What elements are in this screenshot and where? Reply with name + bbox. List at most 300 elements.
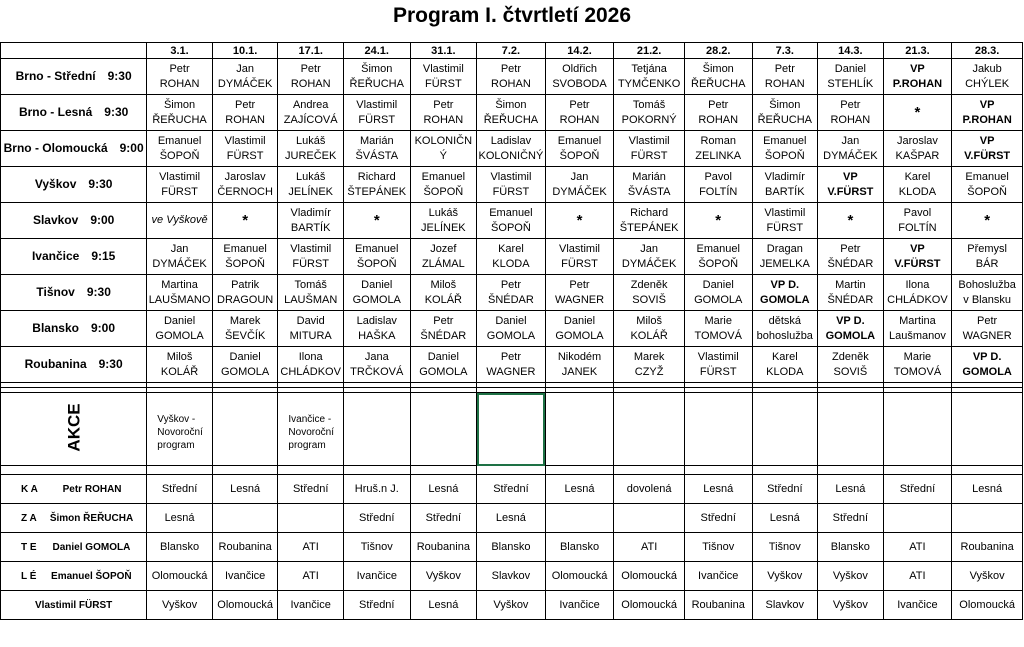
schedule-cell[interactable] [684,59,752,95]
schedule-cell[interactable] [684,95,752,131]
schedule-cell[interactable] [545,95,614,131]
schedule-cell[interactable] [343,167,410,203]
preacher-first-name: Lukáš [296,134,326,147]
preacher-surname: ŠOPOŇ [225,257,265,270]
schedule-cell[interactable] [343,275,410,311]
schedule-cell[interactable] [545,131,614,167]
schedule-cell[interactable] [684,167,752,203]
location-label[interactable] [1,95,147,131]
preacher-first-name: Emanuel [763,134,807,147]
schedule-cell[interactable] [278,275,344,311]
schedule-cell[interactable] [883,59,952,95]
preacher-location-cell[interactable]: Tišnov [343,533,410,562]
date-header[interactable]: 3.1. [147,43,213,59]
schedule-cell[interactable] [212,239,278,275]
schedule-cell[interactable] [883,275,952,311]
preacher-surname: FÜRST [358,113,396,126]
preacher-location-cell[interactable]: Střední [818,504,884,533]
preacher-location-cell[interactable]: Roubanina [410,533,477,562]
schedule-cell[interactable] [477,59,546,95]
preacher-location-cell[interactable]: Vyškov [752,562,818,591]
preacher-surname: JUREČEK [285,149,337,162]
schedule-cell[interactable] [684,203,752,239]
preacher-surname: DRAGOUN [217,293,274,306]
schedule-cell[interactable] [818,131,884,167]
schedule-cell[interactable] [410,311,477,347]
preacher-first-name: Petr [500,350,522,363]
schedule-cell[interactable] [818,311,884,347]
preacher-location-cell[interactable]: Vyškov [410,562,477,591]
akce-cell[interactable] [818,393,884,466]
preacher-location-cell[interactable]: Hruš.n J. [343,475,410,504]
schedule-cell[interactable] [343,131,410,167]
schedule-cell[interactable] [343,347,410,383]
schedule-cell[interactable] [212,59,278,95]
schedule-cell[interactable] [147,275,213,311]
preacher-location-cell[interactable]: Střední [477,475,546,504]
preacher-location-cell[interactable] [278,504,344,533]
schedule-cell[interactable] [883,203,952,239]
schedule-cell[interactable] [952,203,1023,239]
schedule-cell[interactable] [147,95,213,131]
preacher-surname: KLODA [898,185,937,198]
preacher-location-cell[interactable]: Lesná [410,475,477,504]
preacher-location-cell[interactable]: Slavkov [752,591,818,620]
akce-cell[interactable] [477,393,546,466]
preacher-location-cell[interactable]: Tišnov [684,533,752,562]
preacher-first-name: Petr [774,62,795,75]
preacher-surname: ROHAN [491,77,531,90]
location-label[interactable] [1,131,147,167]
date-header[interactable]: 14.2. [545,43,614,59]
preacher-location-cell[interactable]: Ivančice [212,562,278,591]
schedule-cell[interactable] [818,95,884,131]
preacher-location-cell[interactable]: ATI [278,533,344,562]
schedule-cell[interactable] [477,311,546,347]
date-header[interactable]: 28.2. [684,43,752,59]
schedule-cell[interactable] [477,167,546,203]
preacher-surname: TOMOVÁ [694,329,742,342]
preacher-location-cell[interactable]: Olomoucká [147,562,213,591]
date-header[interactable]: 10.1. [212,43,278,59]
location-time: 9:30 [104,105,129,119]
spacer-cell[interactable] [545,466,614,475]
preacher-location-cell[interactable] [614,504,685,533]
preacher-location-cell[interactable]: Střední [684,504,752,533]
schedule-cell[interactable] [477,275,546,311]
schedule-cell[interactable] [883,131,952,167]
schedule-cell[interactable] [147,239,213,275]
akce-cell[interactable] [278,393,344,466]
schedule-cell[interactable] [545,347,614,383]
schedule-cell[interactable] [684,347,752,383]
preacher-location-cell[interactable]: Vyškov [818,562,884,591]
schedule-cell[interactable] [343,203,410,239]
schedule-cell[interactable] [410,131,477,167]
schedule-cell[interactable] [212,203,278,239]
schedule-cell[interactable] [952,59,1023,95]
preacher-location-cell[interactable]: Blansko [545,533,614,562]
spacer-cell[interactable] [410,466,477,475]
preacher-location-cell[interactable]: Ivančice [684,562,752,591]
spacer-cell[interactable] [477,466,546,475]
preacher-first-name: VP [843,170,858,183]
preacher-first-name: VP D. [836,314,865,327]
preacher-location-cell[interactable]: Olomoucká [614,591,685,620]
schedule-cell[interactable] [343,239,410,275]
preacher-first-name: Ilona [905,278,930,291]
preacher-surname: FOLTÍN [699,185,738,198]
schedule-cell[interactable] [818,275,884,311]
preacher-location-cell[interactable] [212,504,278,533]
schedule-cell[interactable] [883,167,952,203]
preacher-location-cell[interactable]: Roubanina [952,533,1023,562]
schedule-cell[interactable] [278,347,344,383]
schedule-cell[interactable] [952,347,1023,383]
schedule-cell[interactable] [212,95,278,131]
preacher-first-name: Martina [899,314,936,327]
kazatele-letters: L É [21,570,37,582]
spacer-cell[interactable] [614,466,685,475]
schedule-cell[interactable] [818,203,884,239]
preacher-location-cell[interactable]: Olomoucká [952,591,1023,620]
preacher-surname: V.FÜRST [894,257,941,270]
location-label[interactable] [1,311,147,347]
schedule-cell[interactable] [477,203,546,239]
preacher-surname: JANEK [561,365,598,378]
akce-cell[interactable] [545,393,614,466]
preacher-location-cell[interactable]: ATI [278,562,344,591]
date-header[interactable]: 24.1. [343,43,410,59]
preacher-surname: WAGNER [486,365,536,378]
preacher-location-cell[interactable]: Vyškov [477,591,546,620]
schedule-cell[interactable] [212,131,278,167]
schedule-cell[interactable] [147,311,213,347]
schedule-cell[interactable] [614,167,685,203]
spacer-cell[interactable] [343,466,410,475]
preacher-surname: ŠOPOŇ [698,257,739,270]
date-header[interactable]: 7.3. [752,43,818,59]
preacher-location-cell[interactable]: Roubanina [684,591,752,620]
preacher-surname: ŠEVČÍK [224,329,266,342]
schedule-cell[interactable] [752,239,818,275]
location-row [1,131,1023,167]
schedule-cell[interactable] [752,275,818,311]
preacher-location-cell[interactable]: Lesná [818,475,884,504]
location-row [1,347,1023,383]
preacher-location-cell[interactable]: Lesná [477,504,546,533]
schedule-cell[interactable] [410,95,477,131]
preacher-surname: FÜRST [425,77,462,90]
schedule-cell[interactable] [278,59,344,95]
preacher-location-cell[interactable]: Střední [147,475,213,504]
schedule-cell[interactable] [545,239,614,275]
location-row [1,311,1023,347]
schedule-cell[interactable] [477,347,546,383]
schedule-cell[interactable] [212,275,278,311]
preacher-location-cell[interactable]: Blansko [147,533,213,562]
preacher-first-name: KOLONIČN [414,134,473,147]
akce-cell[interactable] [952,393,1023,466]
preacher-surname: POKORNÝ [621,113,677,126]
schedule-cell[interactable] [952,95,1023,131]
schedule-cell[interactable] [952,167,1023,203]
preacher-location-cell[interactable]: Ivančice [883,591,952,620]
schedule-cell[interactable] [684,311,752,347]
preacher-first-name: Vladimír [290,206,331,219]
preacher-location-cell[interactable]: Roubanina [212,533,278,562]
preacher-name[interactable] [1,475,147,504]
schedule-cell[interactable] [684,239,752,275]
preacher-name-text: Petr ROHAN [62,483,122,495]
preacher-location-cell[interactable]: Slavkov [477,562,546,591]
preacher-first-name: Martina [161,278,198,291]
location-label[interactable] [1,167,147,203]
schedule-cell[interactable] [147,59,213,95]
schedule-cell[interactable] [684,131,752,167]
akce-cell[interactable] [212,393,278,466]
date-header[interactable]: 17.1. [278,43,344,59]
preacher-name[interactable] [1,591,147,620]
preacher-location-cell[interactable]: Ivančice [545,591,614,620]
preacher-location-cell[interactable]: Vyškov [818,591,884,620]
schedule-cell[interactable] [952,275,1023,311]
schedule-cell[interactable] [410,275,477,311]
preacher-location-cell[interactable]: Střední [410,504,477,533]
preacher-name[interactable] [1,562,147,591]
preacher-surname: TOMOVÁ [893,365,942,378]
preacher-surname: FÜRST [561,257,598,270]
schedule-cell[interactable] [343,311,410,347]
schedule-cell[interactable] [818,167,884,203]
schedule-cell[interactable] [883,347,952,383]
preacher-surname: ŠVÁSTA [627,185,671,198]
preacher-location-cell[interactable] [952,504,1023,533]
date-header[interactable]: 31.1. [410,43,477,59]
preacher-first-name: Jaroslav [896,134,938,147]
schedule-cell[interactable] [614,275,685,311]
preacher-first-name: Emanuel [696,242,740,255]
preacher-surname: Laušmanov [889,329,946,342]
schedule-cell[interactable] [752,131,818,167]
schedule-cell[interactable] [752,95,818,131]
preacher-location-cell[interactable]: Lesná [952,475,1023,504]
preacher-surname: DYMÁČEK [152,257,207,270]
schedule-cell[interactable] [212,347,278,383]
preacher-location-cell[interactable]: Blansko [477,533,546,562]
preacher-surname: JELÍNEK [421,221,466,234]
schedule-cell[interactable] [883,311,952,347]
spacer-cell[interactable] [1,466,147,475]
schedule-cell[interactable] [278,239,344,275]
preacher-location-cell[interactable]: ATI [883,533,952,562]
corner-cell[interactable] [1,43,147,59]
akce-cell[interactable] [410,393,477,466]
preacher-surname: ŠOPOŇ [764,149,805,162]
schedule-cell[interactable] [952,311,1023,347]
schedule-cell[interactable] [952,131,1023,167]
spacer-cell[interactable] [684,466,752,475]
preacher-location-cell[interactable]: Střední [343,591,410,620]
preacher-location-cell[interactable]: Olomoucká [545,562,614,591]
preacher-location-cell[interactable]: Olomoucká [212,591,278,620]
schedule-cell[interactable] [684,275,752,311]
preacher-location-cell[interactable] [883,504,952,533]
spacer-cell[interactable] [212,466,278,475]
location-row [1,59,1023,95]
preacher-location-cell[interactable]: Lesná [545,475,614,504]
schedule-cell[interactable] [545,167,614,203]
preacher-first-name: Petr [840,98,861,111]
spacer-cell[interactable] [952,466,1023,475]
preacher-location-cell[interactable]: Střední [343,504,410,533]
schedule-cell[interactable] [410,347,477,383]
spacer-cell[interactable] [818,466,884,475]
schedule-cell[interactable] [147,347,213,383]
preacher-first-name: Dragan [766,242,803,255]
spacer-cell[interactable] [752,466,818,475]
schedule-cell[interactable] [278,131,344,167]
preacher-first-name: Tetjána [631,62,667,75]
schedule-cell[interactable] [212,311,278,347]
preacher-location-cell[interactable]: ATI [883,562,952,591]
schedule-cell[interactable] [614,311,685,347]
location-label[interactable] [1,203,147,239]
schedule-cell[interactable] [410,167,477,203]
preacher-location-cell[interactable]: Tišnov [752,533,818,562]
cell-note: ve Vyškově [151,214,208,226]
preacher-surname: ROHAN [423,113,464,126]
schedule-cell[interactable] [278,203,344,239]
schedule-cell[interactable] [752,203,818,239]
akce-cell[interactable] [883,393,952,466]
schedule-cell[interactable] [278,95,344,131]
location-time: 9:30 [88,177,113,191]
schedule-cell[interactable] [545,203,614,239]
preacher-name[interactable] [1,504,147,533]
akce-cell[interactable] [147,393,213,466]
preacher-location-cell[interactable]: Lesná [684,475,752,504]
preacher-location-cell[interactable]: Olomoucká [614,562,685,591]
date-header[interactable]: 28.3. [952,43,1023,59]
akce-cell[interactable] [684,393,752,466]
schedule-cell[interactable] [545,311,614,347]
preacher-location-cell[interactable]: Lesná [212,475,278,504]
schedule-cell[interactable] [818,59,884,95]
schedule-cell[interactable] [614,347,685,383]
schedule-cell[interactable] [410,239,477,275]
preacher-name[interactable] [1,533,147,562]
preacher-location-cell[interactable]: Ivančice [343,562,410,591]
location-label[interactable] [1,59,147,95]
akce-cell[interactable] [752,393,818,466]
location-label[interactable] [1,347,147,383]
schedule-cell[interactable] [278,311,344,347]
schedule-cell[interactable] [147,131,213,167]
preacher-location-cell[interactable]: Ivančice [278,591,344,620]
preacher-surname: P.ROHAN [962,113,1012,126]
schedule-cell[interactable] [477,239,546,275]
akce-cell[interactable] [614,393,685,466]
schedule-cell[interactable] [545,59,614,95]
schedule-cell[interactable] [614,203,685,239]
preacher-location-cell[interactable] [545,504,614,533]
schedule-cell[interactable] [614,59,685,95]
preacher-first-name: VP [910,62,925,75]
schedule-cell[interactable] [343,59,410,95]
akce-cell[interactable] [343,393,410,466]
schedule-cell[interactable] [952,239,1023,275]
preacher-location-cell[interactable]: Vyškov [952,562,1023,591]
date-header[interactable]: 21.2. [614,43,685,59]
preacher-first-name: Šimon [495,98,527,111]
preacher-surname: ROHAN [830,113,871,126]
schedule-cell[interactable] [477,95,546,131]
schedule-cell[interactable] [818,239,884,275]
preacher-location-cell[interactable]: ATI [614,533,685,562]
schedule-cell[interactable] [614,95,685,131]
schedule-cell[interactable] [818,347,884,383]
akce-label-cell [1,393,147,466]
schedule-cell[interactable] [147,167,213,203]
schedule-cell[interactable] [614,131,685,167]
spacer-cell[interactable] [147,466,213,475]
schedule-cell[interactable] [752,167,818,203]
preacher-location-cell[interactable]: Blansko [818,533,884,562]
schedule-cell[interactable] [545,275,614,311]
date-header[interactable]: 7.2. [477,43,546,59]
preacher-location-cell[interactable]: Lesná [410,591,477,620]
schedule-cell[interactable] [343,95,410,131]
preacher-surname: ROHAN [159,77,200,90]
date-header[interactable]: 14.3. [818,43,884,59]
preacher-location-cell[interactable]: Střední [752,475,818,504]
schedule-cell[interactable] [883,95,952,131]
preacher-first-name: Emanuel [223,242,267,255]
schedule-cell[interactable] [752,59,818,95]
preacher-location-cell[interactable]: Vyškov [147,591,213,620]
preacher-first-name: Bohoslužba [958,278,1016,291]
preacher-first-name: Karel [771,350,798,363]
location-label[interactable] [1,275,147,311]
schedule-cell[interactable] [477,131,546,167]
preacher-location-cell[interactable]: Střední [883,475,952,504]
schedule-cell[interactable] [614,239,685,275]
spacer-cell[interactable] [278,466,344,475]
preacher-location-cell[interactable]: Lesná [752,504,818,533]
location-row [1,203,1023,239]
schedule-cell[interactable] [212,167,278,203]
preacher-location-cell[interactable]: Střední [278,475,344,504]
spacer-cell[interactable] [883,466,952,475]
preacher-first-name: Vlastimil [356,98,398,111]
schedule-cell[interactable] [278,167,344,203]
schedule-cell[interactable] [752,311,818,347]
preacher-location-cell[interactable]: Lesná [147,504,213,533]
preacher-location-cell[interactable]: dovolená [614,475,685,504]
schedule-cell[interactable] [410,59,477,95]
schedule-cell[interactable] [883,239,952,275]
preacher-surname: CHLÁDKOV [280,365,341,378]
date-header[interactable]: 21.3. [883,43,952,59]
location-label[interactable] [1,239,147,275]
preacher-surname: DYMÁČEK [217,77,273,90]
schedule-cell[interactable] [147,203,213,239]
schedule-cell[interactable] [410,203,477,239]
preacher-surname: FÜRST [492,185,530,198]
schedule-cell[interactable] [752,347,818,383]
preacher-first-name: Zdeněk [832,350,869,363]
